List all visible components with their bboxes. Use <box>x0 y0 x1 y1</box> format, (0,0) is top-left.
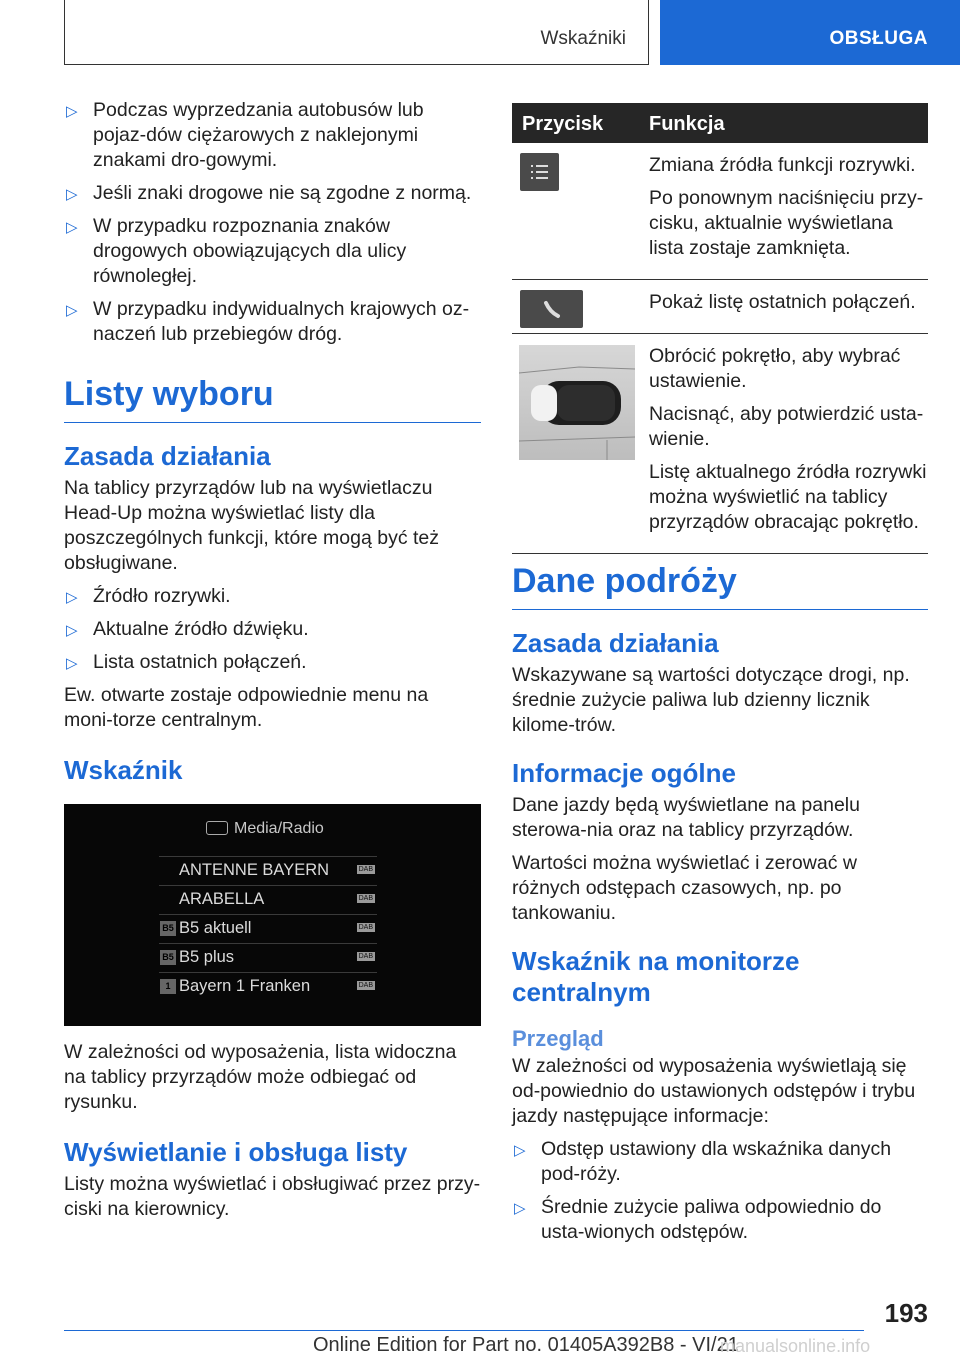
indicator-note: W zależności od wyposażenia, lista widoczna na tablicy przyrządów może odbiegać od rysunku. <box>64 1041 457 1113</box>
rotary-knob-image <box>519 345 635 460</box>
list-item: ▷ Aktualne źródło dźwięku. <box>64 617 481 642</box>
list-icon <box>520 153 559 191</box>
station-row: B5 B5 aktuell DAB <box>159 914 377 943</box>
station-logo: B5 <box>160 950 176 965</box>
general-text-2: Wartości można wyświetlać i zerować w różnych odstępach czasowych, np. po tankowaniu. <box>512 852 857 924</box>
media-radio-screenshot <box>64 804 481 1026</box>
column-header-function: Funkcja <box>649 113 725 135</box>
function-cell: Pokaż listę ostatnich połączeń. <box>649 291 916 313</box>
triangle-bullet-icon: ▷ <box>514 1200 526 1217</box>
display-heading: Wyświetlanie i obsługa listy <box>64 1137 408 1167</box>
table-row <box>512 143 928 280</box>
overview-heading: Przegląd <box>512 1026 604 1051</box>
page-number: 193 <box>884 1298 928 1328</box>
footer-divider <box>64 1330 864 1331</box>
section-heading-listy: Listy wyboru <box>64 375 481 423</box>
header-chapter-tab <box>660 0 960 65</box>
station-row: ARABELLA DAB <box>159 885 377 914</box>
station-logo: B5 <box>160 921 176 936</box>
triangle-bullet-icon: ▷ <box>66 186 78 203</box>
triangle-bullet-icon: ▷ <box>66 589 78 606</box>
function-cell: Zmiana źródła funkcji rozrywki. Po ponownym naciśnięciu przy-cisku, aktualnie wyświetlana lista zostaje zamknięta. <box>649 154 924 259</box>
section-title: Wskaźniki <box>540 28 626 49</box>
column-header-button: Przycisk <box>522 113 604 135</box>
header-section-box <box>64 0 649 65</box>
chapter-title: OBSŁUGA <box>829 28 928 49</box>
list-item: ▷ Lista ostatnich połączeń. <box>64 650 481 675</box>
monitor-heading: Wskaźnik na monitorze centralnym <box>512 946 800 1007</box>
list-item: ▷ W przypadku indywidualnych krajowych oz-naczeń lub przebiegów dróg. <box>66 298 470 345</box>
table-row <box>512 334 928 554</box>
footer-watermark: manualsonline.info <box>720 1336 871 1356</box>
principle-bullet-list <box>64 584 481 675</box>
principle-heading: Zasada działania <box>512 628 719 658</box>
station-row: 1 Bayern 1 Franken DAB <box>159 972 377 1001</box>
principle-after-text: Ew. otwarte zostaje odpowiednie menu na moni-torze centralnym. <box>64 684 429 731</box>
table-header <box>512 103 928 143</box>
triangle-bullet-icon: ▷ <box>66 219 78 236</box>
triangle-bullet-icon: ▷ <box>66 103 78 120</box>
triangle-bullet-icon: ▷ <box>66 622 78 639</box>
overview-bullet-list <box>512 1137 928 1245</box>
principle-heading: Zasada działania <box>64 441 271 471</box>
function-cell: Obrócić pokrętło, aby wybrać ustawienie. Nacisnąć, aby potwierdzić usta-wienie. Listę aktualnego źródła rozrywki można wyświetlić na tablicy przyrządów obracając pokrętło. <box>649 345 927 533</box>
station-logo: 1 <box>160 979 176 994</box>
right-column <box>512 546 928 1253</box>
footer-edition: Online Edition for Part no. 01405A392B8 - VI/21 <box>313 1334 739 1356</box>
list-item: ▷ Podczas wyprzedzania autobusów lub pojaz-dów ciężarowych z naklejonymi znakami dro-gowymi. <box>66 99 424 171</box>
media-icon <box>206 821 228 835</box>
left-column <box>64 98 481 1230</box>
station-row: B5 B5 plus DAB <box>159 943 377 972</box>
overview-text: W zależności od wyposażenia wyświetlają się od-powiednio do ustawionych odstępów i trybu jazdy następujące informacje: <box>512 1055 916 1127</box>
list-item: ▷ W przypadku rozpoznania znaków drogowych obowiązujących dla ulicy równoległej. <box>66 215 407 287</box>
general-text-1: Dane jazdy będą wyświetlane na panelu sterowa-nia oraz na tablicy przyrządów. <box>512 794 860 841</box>
list-item: ▷ Źródło rozrywki. <box>64 584 481 609</box>
buttons-function-table <box>512 103 928 554</box>
triangle-bullet-icon: ▷ <box>66 302 78 319</box>
triangle-bullet-icon: ▷ <box>66 655 78 672</box>
phone-icon <box>520 290 583 328</box>
indicator-heading: Wskaźnik <box>64 755 183 785</box>
section-heading-dane: Dane podróży <box>512 562 928 610</box>
intro-bullet-list <box>64 98 481 347</box>
triangle-bullet-icon: ▷ <box>514 1142 526 1159</box>
table-row <box>512 280 928 334</box>
station-list <box>159 856 377 1001</box>
station-row: ANTENNE BAYERN DAB <box>159 856 377 885</box>
media-header: Media/Radio <box>206 820 324 838</box>
list-item: ▷ Jeśli znaki drogowe nie są zgodne z normą. <box>64 181 481 206</box>
principle-text: Wskazywane są wartości dotyczące drogi, np. średnie zużycie paliwa lub dzienny licznik kilome-trów. <box>512 664 910 736</box>
list-item: ▷ Odstęp ustawiony dla wskaźnika danych pod-róży. <box>514 1138 892 1185</box>
general-heading: Informacje ogólne <box>512 758 736 788</box>
list-item: ▷ Średnie zużycie paliwa odpowiednio do usta-wionych odstępów. <box>514 1196 882 1243</box>
principle-text: Na tablicy przyrządów lub na wyświetlaczu Head-Up można wyświetlać listy dla poszczególnych funkcji, które mogą być też obsługiwane. <box>64 477 440 574</box>
display-text: Listy można wyświetlać i obsługiwać przez przy-ciski na kierownicy. <box>64 1173 481 1220</box>
